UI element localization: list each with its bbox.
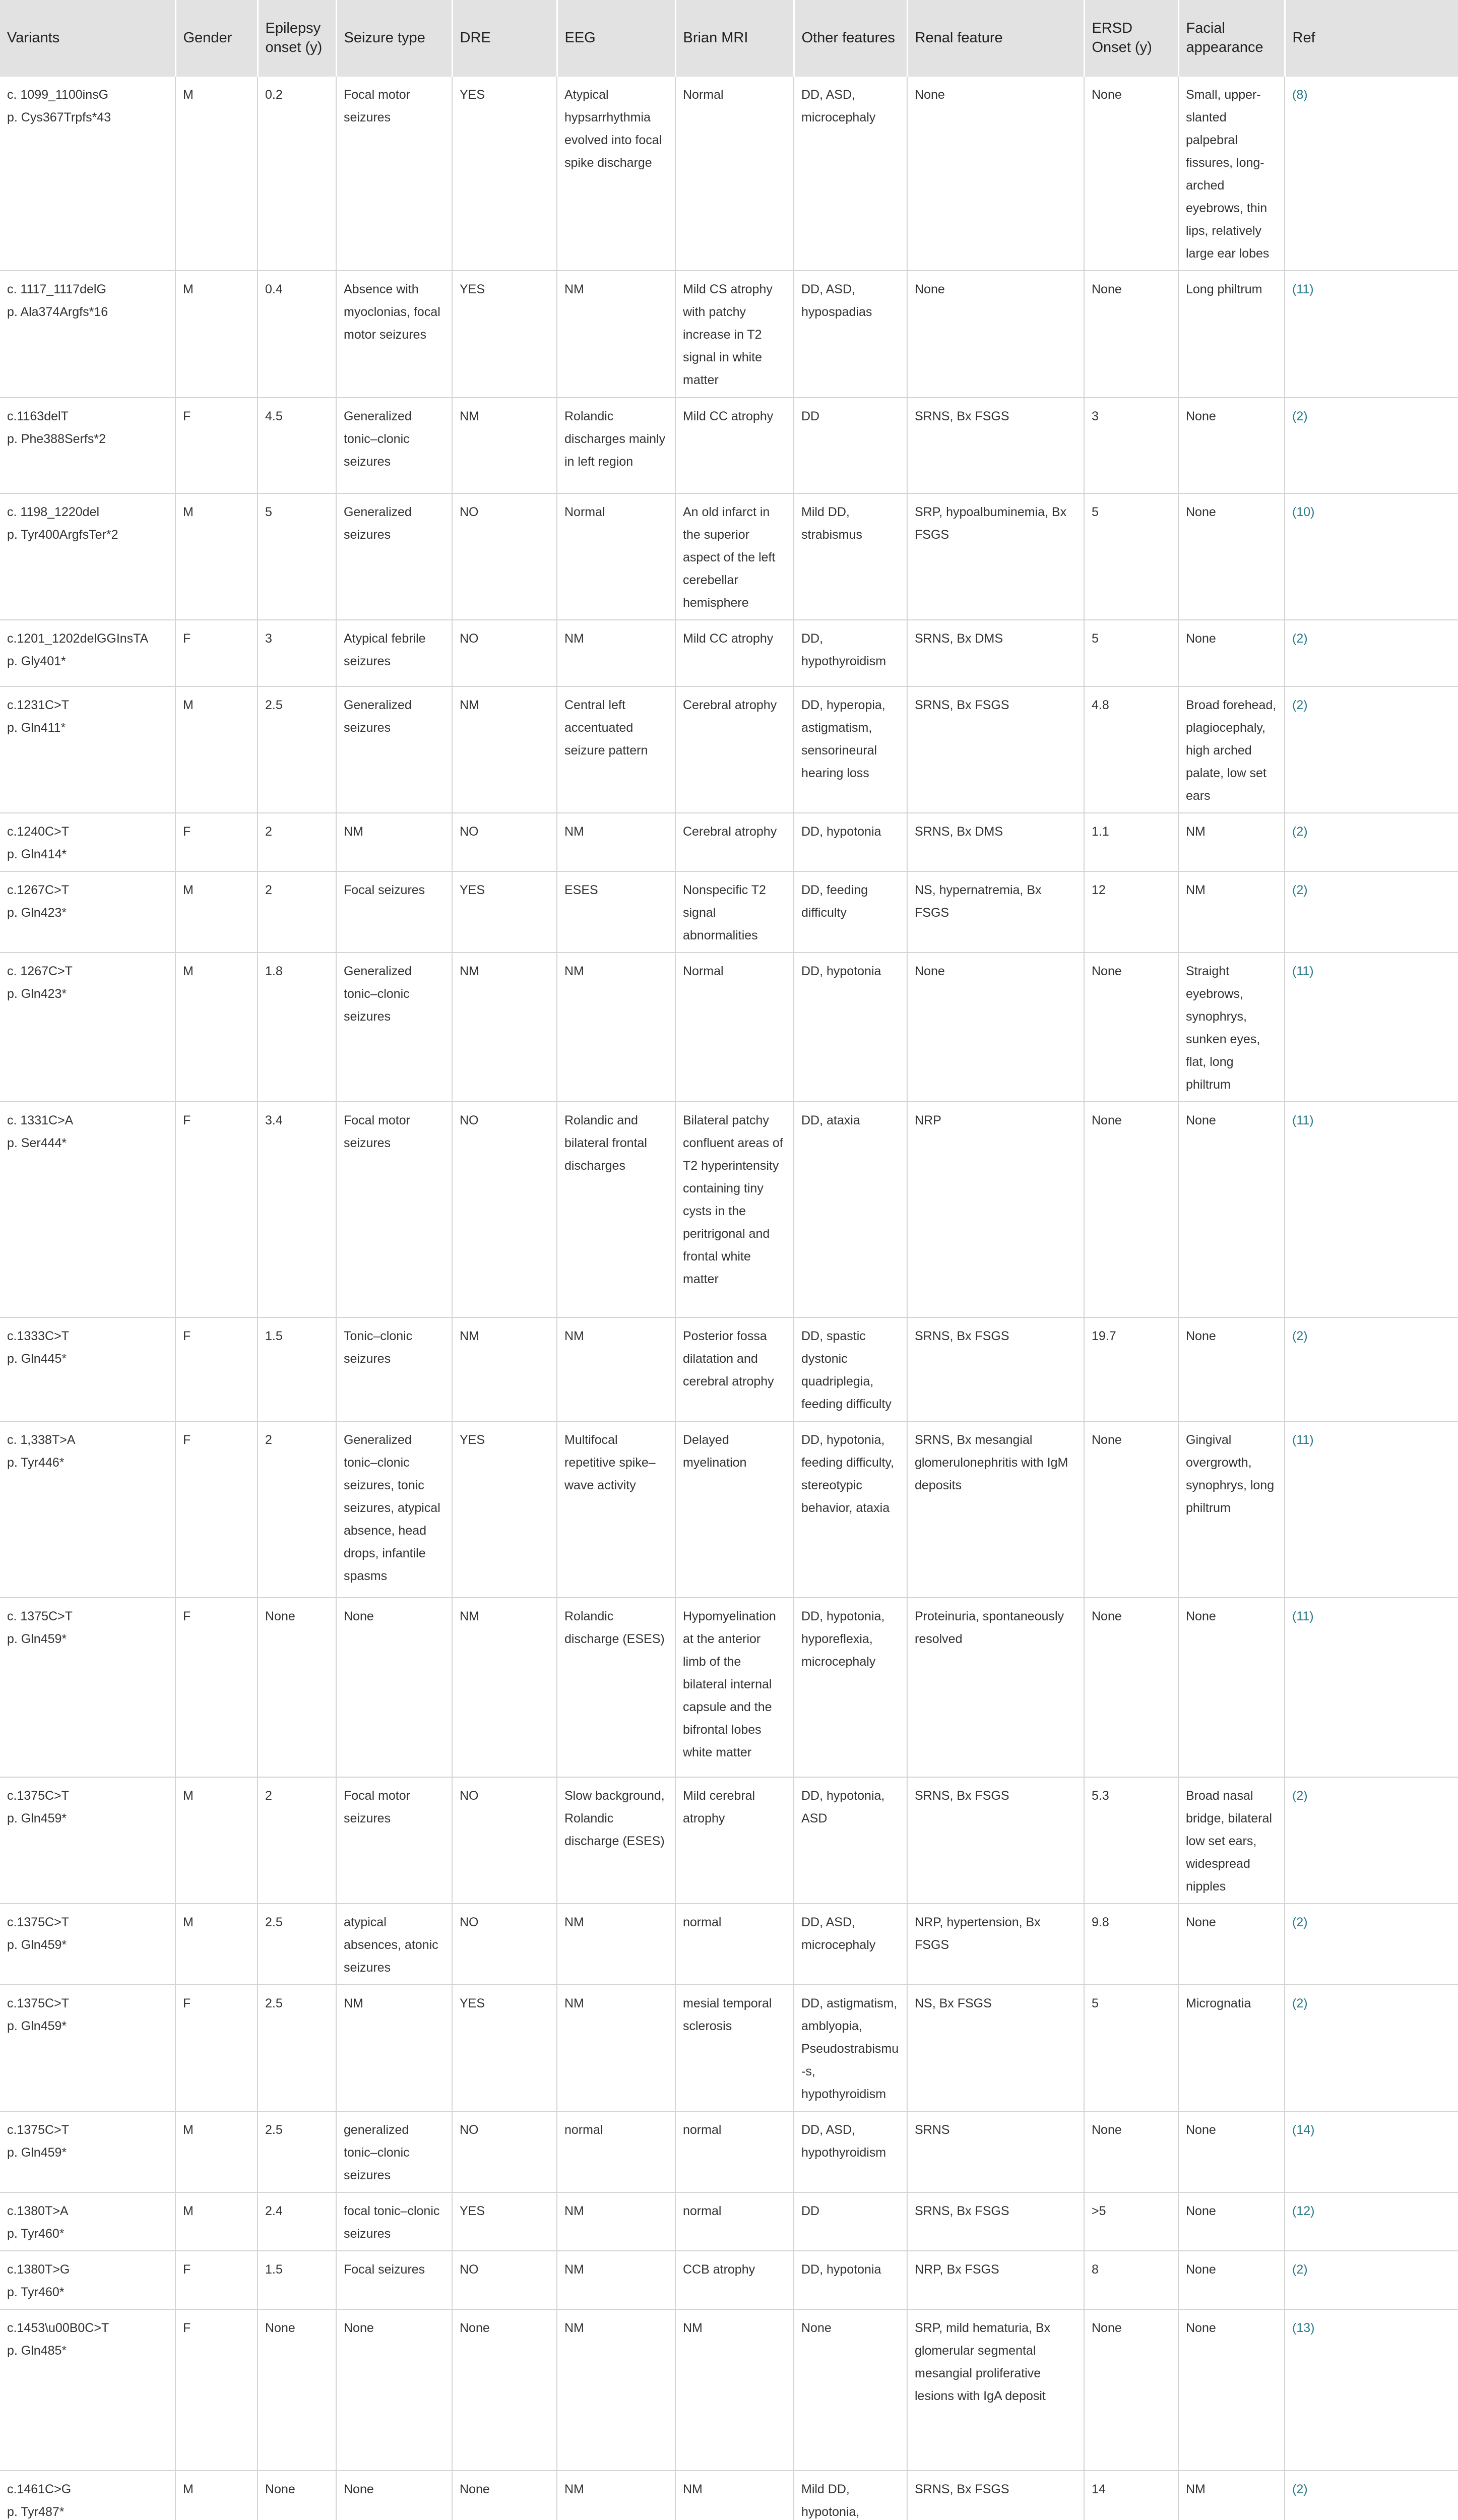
cell-other-features: DD, feeding difficulty	[794, 871, 907, 953]
cell-facial-appearance: None	[1178, 2192, 1285, 2251]
cell-epilepsy-onset: 2.4	[258, 2192, 336, 2251]
cell-epilepsy-onset: 0.4	[258, 271, 336, 398]
cell-other-features: DD, hypotonia, ASD	[794, 1777, 907, 1904]
table-row	[0, 813, 1458, 871]
cell-esrd-onset: None	[1084, 2309, 1178, 2471]
cell-gender: M	[175, 77, 258, 271]
cell-seizure-type: Generalized tonic–clonic seizures, tonic seizures, atypical absence, head drops, infantile spasms	[336, 1421, 452, 1598]
cell-renal-feature: SRP, mild hematuria, Bx glomerular segmental mesangial proliferative lesions with IgA deposit	[907, 2309, 1084, 2471]
table-row	[0, 953, 1458, 1102]
cell-epilepsy-onset: 2	[258, 813, 336, 871]
cell-ref: (2)	[1285, 1777, 1458, 1904]
cell-ref: (2)	[1285, 620, 1458, 686]
cell-eeg: Rolandic discharge (ESES)	[557, 1598, 675, 1777]
cell-eeg: NM	[557, 271, 675, 398]
table-row	[0, 271, 1458, 398]
cell-variant: c. 1198_1220del p. Tyr400ArgfsTer*2	[0, 493, 175, 620]
cell-facial-appearance: None	[1178, 620, 1285, 686]
table-row	[0, 2192, 1458, 2251]
cell-seizure-type: Focal motor seizures	[336, 77, 452, 271]
cell-seizure-type: None	[336, 2471, 452, 2520]
cell-ref: (2)	[1285, 398, 1458, 493]
cell-renal-feature: None	[907, 271, 1084, 398]
cell-renal-feature: SRNS, Bx DMS	[907, 813, 1084, 871]
cell-ref: (13)	[1285, 2309, 1458, 2471]
cell-variant: c.1375C>T p. Gln459*	[0, 1777, 175, 1904]
cell-facial-appearance: NM	[1178, 813, 1285, 871]
cell-ref: (8)	[1285, 77, 1458, 271]
cell-dre: NO	[452, 2251, 557, 2309]
cell-variant: c.1333C>T p. Gln445*	[0, 1317, 175, 1421]
cell-ref: (11)	[1285, 953, 1458, 1102]
column-header-brain-mri: Brian MRI	[675, 0, 794, 77]
cell-brain-mri: mesial temporal sclerosis	[675, 1985, 794, 2111]
cell-epilepsy-onset: None	[258, 2309, 336, 2471]
cell-facial-appearance: Micrognatia	[1178, 1985, 1285, 2111]
cell-renal-feature: NS, hypernatremia, Bx FSGS	[907, 871, 1084, 953]
cell-other-features: DD, hypotonia, hyporeflexia, microcephaly	[794, 1598, 907, 1777]
cell-brain-mri: Normal	[675, 953, 794, 1102]
cell-eeg: Normal	[557, 493, 675, 620]
cell-epilepsy-onset: 1.8	[258, 953, 336, 1102]
cell-other-features: DD, hypotonia	[794, 2251, 907, 2309]
cell-epilepsy-onset: 2	[258, 1777, 336, 1904]
cell-ref: (10)	[1285, 493, 1458, 620]
cell-seizure-type: Focal motor seizures	[336, 1102, 452, 1317]
cell-eeg: Multifocal repetitive spike–wave activity	[557, 1421, 675, 1598]
cell-renal-feature: SRNS, Bx FSGS	[907, 398, 1084, 493]
cell-dre: NM	[452, 953, 557, 1102]
cell-other-features: DD, astigmatism, amblyopia, Pseudostrabismu-s, hypothyroidism	[794, 1985, 907, 2111]
cell-brain-mri: normal	[675, 2111, 794, 2192]
cell-seizure-type: Tonic–clonic seizures	[336, 1317, 452, 1421]
cell-brain-mri: NM	[675, 2309, 794, 2471]
cell-gender: F	[175, 1421, 258, 1598]
cell-gender: M	[175, 2192, 258, 2251]
cell-seizure-type: Focal seizures	[336, 2251, 452, 2309]
cell-ref: (14)	[1285, 2111, 1458, 2192]
column-header-facial-appearance: Facial appearance	[1178, 0, 1285, 77]
cell-facial-appearance: None	[1178, 2251, 1285, 2309]
cell-seizure-type: Generalized tonic–clonic seizures	[336, 953, 452, 1102]
cell-variant: c.1231C>T p. Gln411*	[0, 686, 175, 813]
cell-other-features: DD, ASD, microcephaly	[794, 77, 907, 271]
cell-variant: c.1380T>A p. Tyr460*	[0, 2192, 175, 2251]
cell-variant: c.1163delT p. Phe388Serfs*2	[0, 398, 175, 493]
cell-ref: (2)	[1285, 2471, 1458, 2520]
table-row	[0, 2309, 1458, 2471]
cell-facial-appearance: Gingival overgrowth, synophrys, long philtrum	[1178, 1421, 1285, 1598]
cell-variant: c.1380T>G p. Tyr460*	[0, 2251, 175, 2309]
cell-eeg: NM	[557, 2471, 675, 2520]
cell-ref: (2)	[1285, 2251, 1458, 2309]
cell-brain-mri: Delayed myelination	[675, 1421, 794, 1598]
cell-brain-mri: Posterior fossa dilatation and cerebral atrophy	[675, 1317, 794, 1421]
cell-dre: NO	[452, 620, 557, 686]
cell-gender: M	[175, 271, 258, 398]
cell-epilepsy-onset: None	[258, 1598, 336, 1777]
cell-seizure-type: Absence with myoclonias, focal motor seizures	[336, 271, 452, 398]
cell-eeg: normal	[557, 2111, 675, 2192]
cell-facial-appearance: None	[1178, 1598, 1285, 1777]
cell-eeg: NM	[557, 1985, 675, 2111]
cell-brain-mri: Normal	[675, 77, 794, 271]
column-header-gender: Gender	[175, 0, 258, 77]
cell-gender: M	[175, 2111, 258, 2192]
cell-gender: M	[175, 2471, 258, 2520]
cell-variant: c. 1,338T>A p. Tyr446*	[0, 1421, 175, 1598]
cell-dre: YES	[452, 77, 557, 271]
cell-eeg: NM	[557, 2309, 675, 2471]
cell-esrd-onset: 3	[1084, 398, 1178, 493]
cell-gender: M	[175, 686, 258, 813]
cell-other-features: DD, spastic dystonic quadriplegia, feeding difficulty	[794, 1317, 907, 1421]
cell-facial-appearance: None	[1178, 1102, 1285, 1317]
column-header-other-features: Other features	[794, 0, 907, 77]
cell-gender: F	[175, 1317, 258, 1421]
cell-eeg: Rolandic and bilateral frontal discharges	[557, 1102, 675, 1317]
cell-dre: YES	[452, 871, 557, 953]
table-body	[0, 77, 1458, 2520]
cell-brain-mri: normal	[675, 1904, 794, 1985]
cell-brain-mri: Bilateral patchy confluent areas of T2 hyperintensity containing tiny cysts in the peritrigonal and frontal white matter	[675, 1102, 794, 1317]
cell-dre: None	[452, 2471, 557, 2520]
cell-renal-feature: SRNS, Bx FSGS	[907, 2471, 1084, 2520]
table-row	[0, 2111, 1458, 2192]
cell-variant: c. 1375C>T p. Gln459*	[0, 1598, 175, 1777]
cell-dre: NM	[452, 398, 557, 493]
cell-other-features: DD, hypothyroidism	[794, 620, 907, 686]
cell-ref: (11)	[1285, 1102, 1458, 1317]
cell-esrd-onset: 5	[1084, 493, 1178, 620]
cell-facial-appearance: None	[1178, 493, 1285, 620]
cell-dre: NO	[452, 493, 557, 620]
cell-renal-feature: NRP, Bx FSGS	[907, 2251, 1084, 2309]
cell-esrd-onset: 9.8	[1084, 1904, 1178, 1985]
cell-other-features: DD, hypotonia	[794, 953, 907, 1102]
cell-brain-mri: normal	[675, 2192, 794, 2251]
table-row	[0, 1102, 1458, 1317]
cell-variant: c.1461C>G p. Tyr487*	[0, 2471, 175, 2520]
cell-eeg: NM	[557, 1317, 675, 1421]
cell-eeg: NM	[557, 2192, 675, 2251]
cell-ref: (2)	[1285, 1317, 1458, 1421]
cell-seizure-type: atypical absences, atonic seizures	[336, 1904, 452, 1985]
cell-variant: c.1267C>T p. Gln423*	[0, 871, 175, 953]
cell-renal-feature: SRNS	[907, 2111, 1084, 2192]
cell-brain-mri: NM	[675, 2471, 794, 2520]
cell-esrd-onset: 5	[1084, 620, 1178, 686]
cell-dre: NM	[452, 1598, 557, 1777]
table-row	[0, 1777, 1458, 1904]
cell-brain-mri: Mild CC atrophy	[675, 620, 794, 686]
cell-ref: (11)	[1285, 271, 1458, 398]
cell-other-features: Mild DD, hypotonia,	[794, 2471, 907, 2520]
cell-seizure-type: generalized tonic–clonic seizures	[336, 2111, 452, 2192]
cell-gender: F	[175, 1985, 258, 2111]
cell-renal-feature: SRP, hypoalbuminemia, Bx FSGS	[907, 493, 1084, 620]
cell-renal-feature: SRNS, Bx FSGS	[907, 2192, 1084, 2251]
cell-esrd-onset: None	[1084, 1102, 1178, 1317]
cell-gender: F	[175, 1598, 258, 1777]
cell-eeg: ESES	[557, 871, 675, 953]
cell-renal-feature: SRNS, Bx FSGS	[907, 1317, 1084, 1421]
cell-gender: M	[175, 871, 258, 953]
column-header-epilepsy-onset: Epilepsy onset (y)	[258, 0, 336, 77]
cell-epilepsy-onset: 0.2	[258, 77, 336, 271]
cell-epilepsy-onset: 1.5	[258, 2251, 336, 2309]
cell-renal-feature: SRNS, Bx FSGS	[907, 1777, 1084, 1904]
cell-seizure-type: focal tonic–clonic seizures	[336, 2192, 452, 2251]
cell-gender: F	[175, 1102, 258, 1317]
cell-facial-appearance: Broad nasal bridge, bilateral low set ears, widespread nipples	[1178, 1777, 1285, 1904]
cell-facial-appearance: None	[1178, 398, 1285, 493]
cell-esrd-onset: 5	[1084, 1985, 1178, 2111]
cell-epilepsy-onset: 2	[258, 1421, 336, 1598]
cell-variant: c.1375C>T p. Gln459*	[0, 2111, 175, 2192]
cell-epilepsy-onset: 2.5	[258, 2111, 336, 2192]
column-header-renal-feature: Renal feature	[907, 0, 1084, 77]
cell-dre: NM	[452, 686, 557, 813]
cell-seizure-type: NM	[336, 813, 452, 871]
cell-esrd-onset: None	[1084, 271, 1178, 398]
cell-variant: c. 1267C>T p. Gln423*	[0, 953, 175, 1102]
cell-gender: F	[175, 2309, 258, 2471]
column-header-eeg: EEG	[557, 0, 675, 77]
cell-other-features: DD	[794, 2192, 907, 2251]
table-row	[0, 493, 1458, 620]
cell-epilepsy-onset: None	[258, 2471, 336, 2520]
cell-renal-feature: Proteinuria, spontaneously resolved	[907, 1598, 1084, 1777]
cell-facial-appearance: Long philtrum	[1178, 271, 1285, 398]
cell-renal-feature: NS, Bx FSGS	[907, 1985, 1084, 2111]
cell-epilepsy-onset: 1.5	[258, 1317, 336, 1421]
table-row	[0, 871, 1458, 953]
table-row	[0, 1904, 1458, 1985]
cell-other-features: DD, ASD, microcephaly	[794, 1904, 907, 1985]
cell-seizure-type: Generalized tonic–clonic seizures	[336, 398, 452, 493]
cell-variant: c.1240C>T p. Gln414*	[0, 813, 175, 871]
cell-esrd-onset: None	[1084, 2111, 1178, 2192]
cell-renal-feature: SRNS, Bx FSGS	[907, 686, 1084, 813]
cell-variant: c. 1117_1117delG p. Ala374Argfs*16	[0, 271, 175, 398]
cell-facial-appearance: NM	[1178, 2471, 1285, 2520]
cell-esrd-onset: None	[1084, 953, 1178, 1102]
cell-esrd-onset: 4.8	[1084, 686, 1178, 813]
cell-other-features: DD, ataxia	[794, 1102, 907, 1317]
cell-dre: YES	[452, 1985, 557, 2111]
cell-eeg: Atypical hypsarrhythmia evolved into focal spike discharge	[557, 77, 675, 271]
cell-variant: c.1453\u00B0C>T p. Gln485*	[0, 2309, 175, 2471]
cell-variant: c.1375C>T p. Gln459*	[0, 1904, 175, 1985]
cell-brain-mri: CCB atrophy	[675, 2251, 794, 2309]
cell-epilepsy-onset: 2.5	[258, 1904, 336, 1985]
cell-seizure-type: Focal seizures	[336, 871, 452, 953]
cell-dre: YES	[452, 271, 557, 398]
column-header-esrd-onset: ERSD Onset (y)	[1084, 0, 1178, 77]
cell-esrd-onset: 5.3	[1084, 1777, 1178, 1904]
cell-epilepsy-onset: 3.4	[258, 1102, 336, 1317]
cell-gender: M	[175, 1904, 258, 1985]
cell-seizure-type: Focal motor seizures	[336, 1777, 452, 1904]
cell-eeg: Rolandic discharges mainly in left region	[557, 398, 675, 493]
cell-eeg: Central left accentuated seizure pattern	[557, 686, 675, 813]
column-header-seizure-type: Seizure type	[336, 0, 452, 77]
cell-other-features: DD	[794, 398, 907, 493]
cell-eeg: NM	[557, 813, 675, 871]
cell-dre: NO	[452, 1102, 557, 1317]
cell-other-features: DD, hypotonia	[794, 813, 907, 871]
cell-renal-feature: SRNS, Bx mesangial glomerulonephritis with IgM deposits	[907, 1421, 1084, 1598]
cell-brain-mri: Mild cerebral atrophy	[675, 1777, 794, 1904]
cell-eeg: NM	[557, 2251, 675, 2309]
cell-eeg: NM	[557, 953, 675, 1102]
cell-dre: NO	[452, 813, 557, 871]
cell-dre: YES	[452, 2192, 557, 2251]
cell-facial-appearance: None	[1178, 2111, 1285, 2192]
cell-eeg: NM	[557, 620, 675, 686]
cell-seizure-type: Generalized seizures	[336, 493, 452, 620]
table-row	[0, 620, 1458, 686]
cell-esrd-onset: >5	[1084, 2192, 1178, 2251]
cell-gender: F	[175, 813, 258, 871]
cell-brain-mri: Nonspecific T2 signal abnormalities	[675, 871, 794, 953]
column-header-dre: DRE	[452, 0, 557, 77]
cell-dre: YES	[452, 1421, 557, 1598]
cell-brain-mri: Mild CC atrophy	[675, 398, 794, 493]
cell-renal-feature: NRP	[907, 1102, 1084, 1317]
cell-renal-feature: NRP, hypertension, Bx FSGS	[907, 1904, 1084, 1985]
cell-epilepsy-onset: 2.5	[258, 1985, 336, 2111]
cell-facial-appearance: None	[1178, 2309, 1285, 2471]
cell-ref: (2)	[1285, 1985, 1458, 2111]
cell-dre: NO	[452, 1777, 557, 1904]
cell-ref: (2)	[1285, 686, 1458, 813]
cell-other-features: None	[794, 2309, 907, 2471]
cell-gender: M	[175, 1777, 258, 1904]
cell-facial-appearance: Small, upper-slanted palpebral fissures, long-arched eyebrows, thin lips, relatively large ear lobes	[1178, 77, 1285, 271]
cell-dre: NO	[452, 1904, 557, 1985]
cell-seizure-type: Generalized seizures	[336, 686, 452, 813]
cell-gender: M	[175, 953, 258, 1102]
cell-gender: F	[175, 620, 258, 686]
cell-ref: (2)	[1285, 871, 1458, 953]
cell-esrd-onset: 14	[1084, 2471, 1178, 2520]
cell-brain-mri: Mild CS atrophy with patchy increase in T2 signal in white matter	[675, 271, 794, 398]
cell-epilepsy-onset: 4.5	[258, 398, 336, 493]
cell-dre: None	[452, 2309, 557, 2471]
cell-seizure-type: None	[336, 1598, 452, 1777]
cell-variant: c. 1099_1100insG p. Cys367Trpfs*43	[0, 77, 175, 271]
cell-variant: c.1201_1202delGGInsTA p. Gly401*	[0, 620, 175, 686]
cell-other-features: Mild DD, strabismus	[794, 493, 907, 620]
cell-esrd-onset: None	[1084, 1421, 1178, 1598]
cell-facial-appearance: Broad forehead, plagiocephaly, high arched palate, low set ears	[1178, 686, 1285, 813]
cell-dre: NO	[452, 2111, 557, 2192]
cell-epilepsy-onset: 5	[258, 493, 336, 620]
cell-ref: (11)	[1285, 1598, 1458, 1777]
cell-esrd-onset: 19.7	[1084, 1317, 1178, 1421]
header-row	[0, 0, 1458, 77]
cell-facial-appearance: Straight eyebrows, synophrys, sunken eyes, flat, long philtrum	[1178, 953, 1285, 1102]
cell-renal-feature: None	[907, 77, 1084, 271]
table-row	[0, 1317, 1458, 1421]
table-row	[0, 398, 1458, 493]
cell-variant: c. 1331C>A p. Ser444*	[0, 1102, 175, 1317]
cell-gender: F	[175, 2251, 258, 2309]
cell-gender: F	[175, 398, 258, 493]
cell-dre: NM	[452, 1317, 557, 1421]
table-row	[0, 77, 1458, 271]
cell-other-features: DD, hypotonia, feeding difficulty, stereotypic behavior, ataxia	[794, 1421, 907, 1598]
cell-ref: (12)	[1285, 2192, 1458, 2251]
cell-facial-appearance: NM	[1178, 871, 1285, 953]
cell-brain-mri: Cerebral atrophy	[675, 813, 794, 871]
cell-ref: (11)	[1285, 1421, 1458, 1598]
cell-other-features: DD, ASD, hypospadias	[794, 271, 907, 398]
table-row	[0, 1421, 1458, 1598]
table-row	[0, 1598, 1458, 1777]
column-header-ref: Ref	[1285, 0, 1458, 77]
cell-facial-appearance: None	[1178, 1904, 1285, 1985]
table-row	[0, 686, 1458, 813]
cell-eeg: NM	[557, 1904, 675, 1985]
cell-eeg: Slow background, Rolandic discharge (ESES)	[557, 1777, 675, 1904]
cell-ref: (2)	[1285, 1904, 1458, 1985]
cell-esrd-onset: None	[1084, 1598, 1178, 1777]
cell-ref: (2)	[1285, 813, 1458, 871]
cell-epilepsy-onset: 3	[258, 620, 336, 686]
cell-facial-appearance: None	[1178, 1317, 1285, 1421]
cell-epilepsy-onset: 2.5	[258, 686, 336, 813]
cell-brain-mri: Hypomyelination at the anterior limb of the bilateral internal capsule and the bifrontal lobes white matter	[675, 1598, 794, 1777]
cell-renal-feature: None	[907, 953, 1084, 1102]
cell-esrd-onset: None	[1084, 77, 1178, 271]
cell-seizure-type: NM	[336, 1985, 452, 2111]
cell-esrd-onset: 8	[1084, 2251, 1178, 2309]
table-row	[0, 2251, 1458, 2309]
cell-variant: c.1375C>T p. Gln459*	[0, 1985, 175, 2111]
cell-esrd-onset: 1.1	[1084, 813, 1178, 871]
cell-other-features: DD, ASD, hypothyroidism	[794, 2111, 907, 2192]
cell-seizure-type: Atypical febrile seizures	[336, 620, 452, 686]
cell-seizure-type: None	[336, 2309, 452, 2471]
column-header-variant: Variants	[0, 0, 175, 77]
cell-brain-mri: Cerebral atrophy	[675, 686, 794, 813]
cell-epilepsy-onset: 2	[258, 871, 336, 953]
cell-gender: M	[175, 493, 258, 620]
cell-other-features: DD, hyperopia, astigmatism, sensorineural hearing loss	[794, 686, 907, 813]
cell-brain-mri: An old infarct in the superior aspect of the left cerebellar hemisphere	[675, 493, 794, 620]
cell-renal-feature: SRNS, Bx DMS	[907, 620, 1084, 686]
table-row	[0, 2471, 1458, 2520]
table-row	[0, 1985, 1458, 2111]
cell-esrd-onset: 12	[1084, 871, 1178, 953]
